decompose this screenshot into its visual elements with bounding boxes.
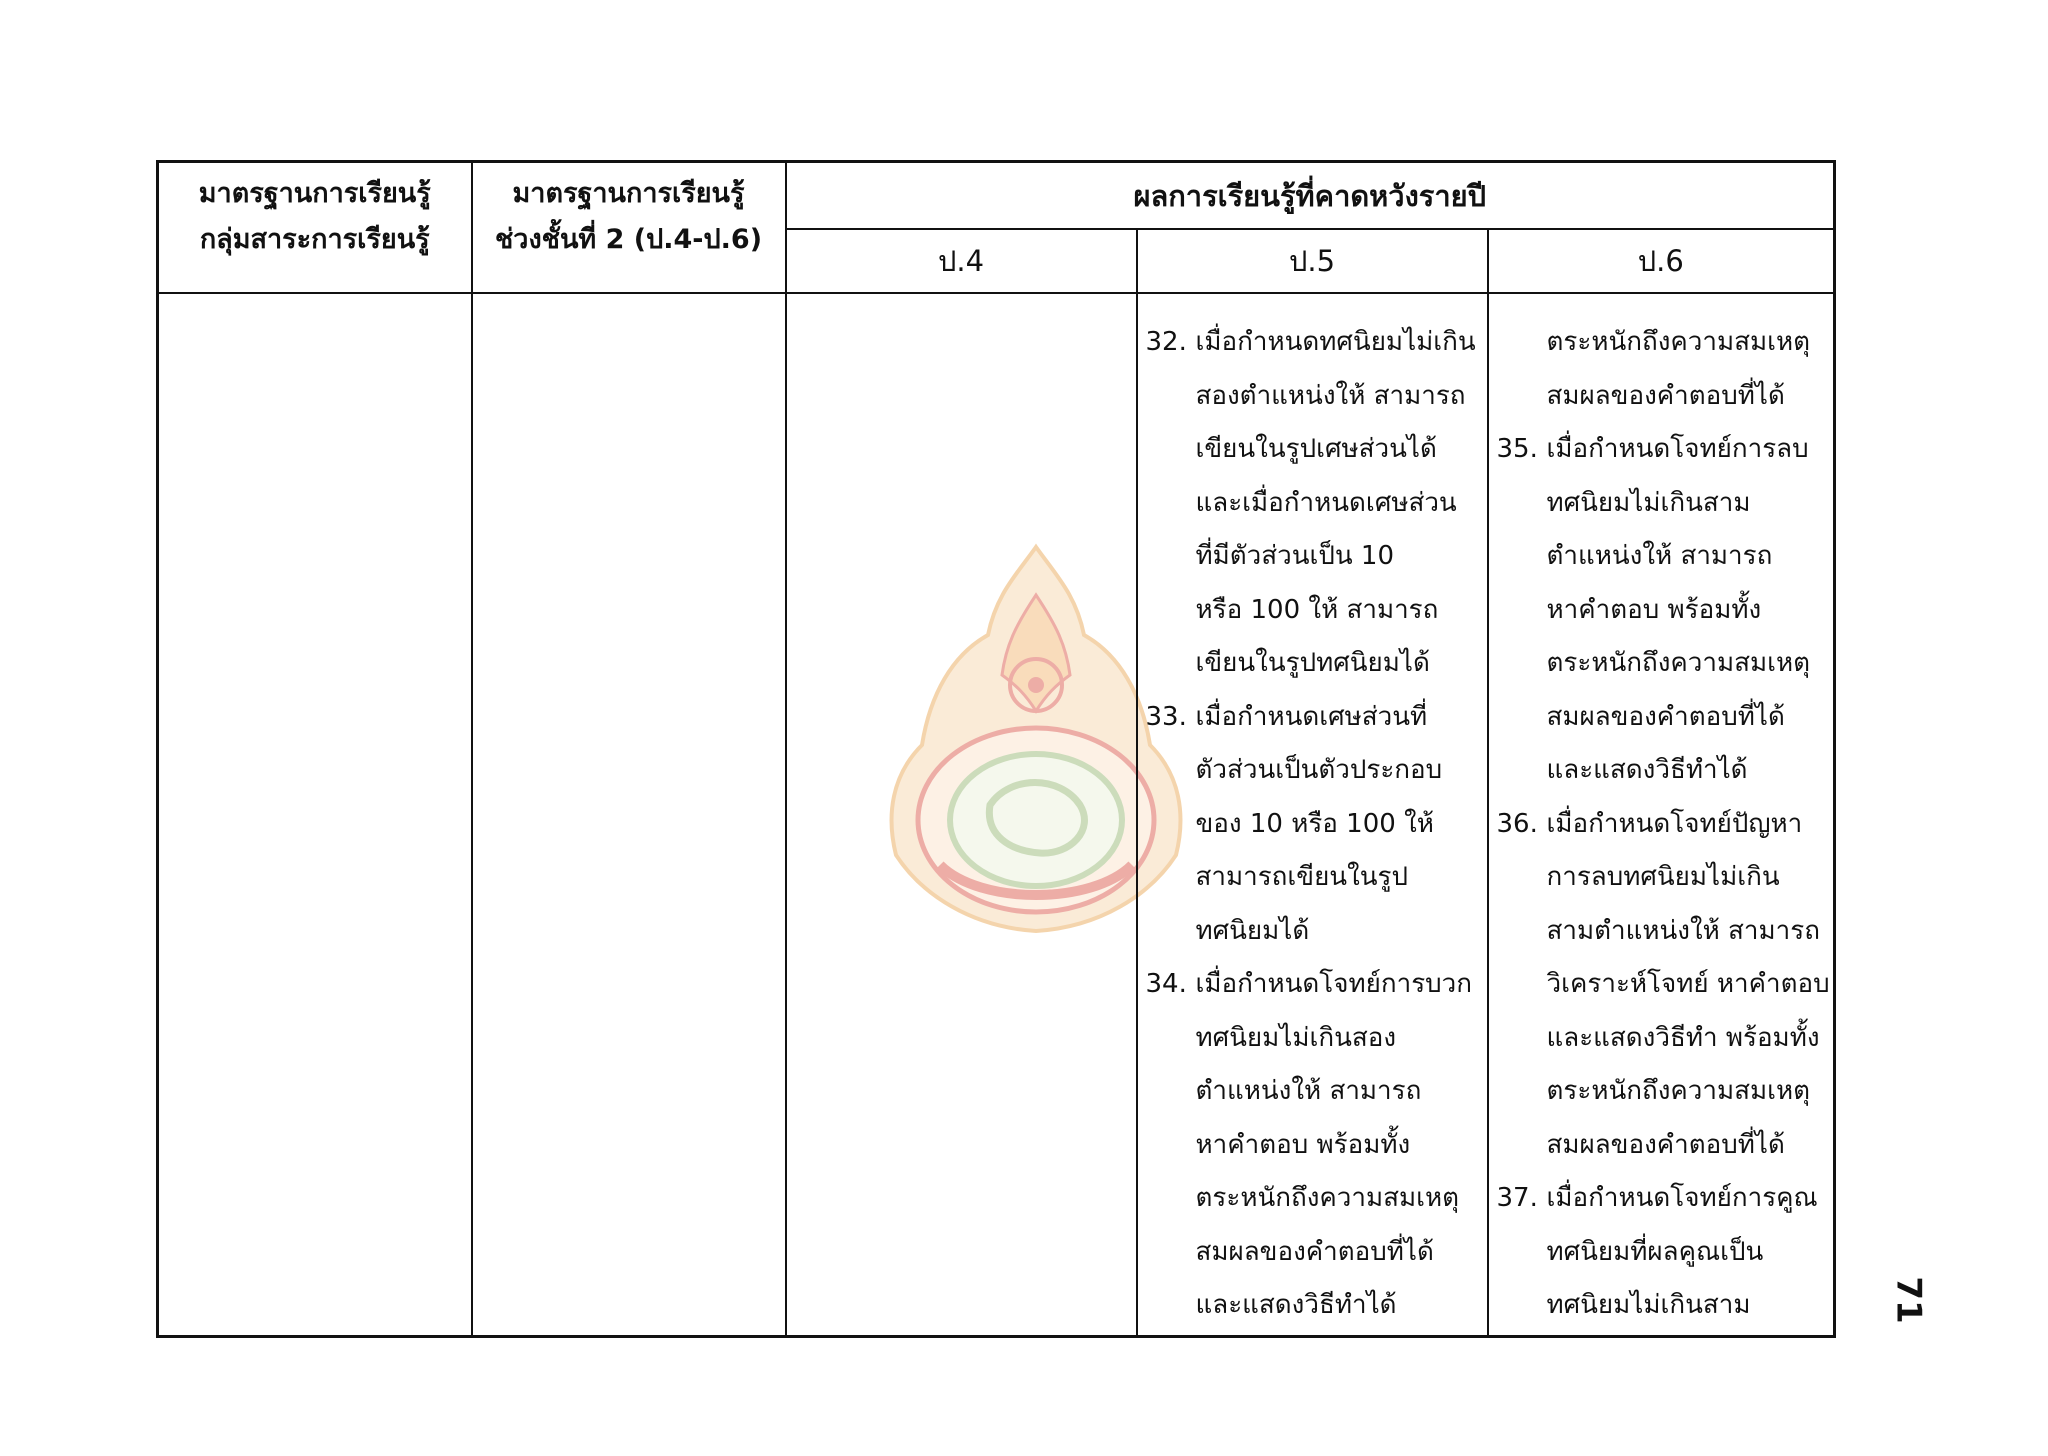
outcome-item (1138, 958, 1487, 1333)
outcome-line: และเมื่อกำหนดเศษส่วน (1195, 487, 1457, 518)
outcome-line: และแสดงวิธีทำได้ (1546, 755, 1748, 785)
outcome-continued (1489, 316, 1834, 423)
outcome-line: ตระหนักถึงความสมเหตุ (1546, 1076, 1811, 1106)
header-subject-standard (158, 162, 472, 294)
outcome-line: หาคำตอบ พร้อมทั้ง (1195, 1129, 1411, 1160)
header-text: มาตรฐานการเรียนรู้ (512, 178, 745, 209)
outcome-line: เมื่อกำหนดเศษส่วนที่ (1195, 701, 1428, 732)
header-level-standard (472, 162, 786, 294)
header-text: กลุ่มสาระการเรียนรู้ (199, 224, 430, 255)
header-grade-6: ป.6 (1488, 229, 1835, 293)
outcome-line: เขียนในรูปทศนิยมได้ (1195, 648, 1430, 678)
outcome-number: 36. (1496, 808, 1538, 839)
outcome-line: สองตำแหน่งให้ สามารถ (1195, 380, 1466, 411)
outcome-item (1489, 423, 1834, 798)
page-number: 71 (1888, 1276, 1929, 1324)
outcome-line: และแสดงวิธีทำ พร้อมทั้ง (1546, 1022, 1820, 1053)
cell-grade-6 (1488, 293, 1835, 1337)
cell-grade-4 (786, 293, 1137, 1337)
outcome-line: เขียนในรูปเศษส่วนได้ (1195, 434, 1437, 464)
outcome-line: เมื่อกำหนดโจทย์การบวก (1195, 969, 1473, 999)
learning-standards-table (156, 160, 1836, 1338)
outcome-line: ทศนิยมไม่เกินสาม (1546, 487, 1751, 518)
outcome-line: วิเคราะห์โจทย์ หาคำตอบ (1546, 969, 1830, 999)
outcome-number: 33. (1145, 701, 1187, 732)
outcome-line: ตัวส่วนเป็นตัวประกอบ (1195, 755, 1443, 785)
outcome-line: เมื่อกำหนดโจทย์ปัญหา (1546, 808, 1803, 839)
cell-subject-standard (158, 293, 472, 1337)
outcome-number: 32. (1145, 327, 1187, 357)
outcome-line: สามตำแหน่งให้ สามารถ (1546, 915, 1820, 946)
outcome-line: หาคำตอบ พร้อมทั้ง (1546, 594, 1762, 625)
outcome-line: การลบทศนิยมไม่เกิน (1546, 862, 1780, 892)
outcome-line: ตระหนักถึงความสมเหตุ (1546, 327, 1811, 357)
outcome-line: สมผลของคำตอบที่ได้ (1546, 701, 1785, 732)
outcome-item (1138, 691, 1487, 959)
outcome-line: ตระหนักถึงความสมเหตุ (1546, 648, 1811, 678)
outcome-number: 37. (1496, 1183, 1538, 1213)
header-text: ช่วงชั้นที่ 2 (ป.4-ป.6) (494, 224, 763, 255)
outcome-line: ของ 10 หรือ 100 ให้ (1195, 808, 1434, 839)
outcome-line: สมผลของคำตอบที่ได้ (1195, 1236, 1434, 1267)
outcome-item (1138, 316, 1487, 691)
outcome-line: ที่มีตัวส่วนเป็น 10 (1195, 541, 1395, 571)
outcome-item (1489, 798, 1834, 1173)
outcome-line: ตระหนักถึงความสมเหตุ (1195, 1183, 1460, 1213)
outcome-number: 35. (1496, 434, 1538, 464)
outcome-line: เมื่อกำหนดทศนิยมไม่เกิน (1195, 327, 1476, 357)
outcome-line: เมื่อกำหนดโจทย์การคูณ (1546, 1183, 1818, 1213)
outcome-line: และแสดงวิธีทำได้ (1195, 1290, 1397, 1320)
outcome-line: สมผลของคำตอบที่ได้ (1546, 380, 1785, 411)
outcome-line: ตำแหน่งให้ สามารถ (1546, 541, 1773, 571)
outcome-number: 34. (1145, 969, 1187, 999)
outcome-line: ทศนิยมไม่เกินสอง (1195, 1022, 1397, 1053)
header-expected-outcomes: ผลการเรียนรู้ที่คาดหวังรายปี (786, 162, 1835, 230)
outcome-line: เมื่อกำหนดโจทย์การลบ (1546, 434, 1809, 464)
outcome-item (1489, 1172, 1834, 1333)
outcome-line: สามารถเขียนในรูป (1195, 862, 1409, 892)
outcome-line: ตำแหน่งให้ สามารถ (1195, 1076, 1422, 1106)
header-grade-5: ป.5 (1137, 229, 1488, 293)
cell-grade-5 (1137, 293, 1488, 1337)
outcome-line: สมผลของคำตอบที่ได้ (1546, 1129, 1785, 1160)
outcome-line: ทศนิยมได้ (1195, 915, 1310, 946)
outcome-line: ทศนิยมที่ผลคูณเป็น (1546, 1236, 1764, 1267)
cell-level-standard (472, 293, 786, 1337)
header-text: มาตรฐานการเรียนรู้ (198, 178, 431, 209)
outcome-line: หรือ 100 ให้ สามารถ (1195, 594, 1439, 625)
header-grade-4: ป.4 (786, 229, 1137, 293)
outcome-line: ทศนิยมไม่เกินสาม (1546, 1290, 1751, 1320)
